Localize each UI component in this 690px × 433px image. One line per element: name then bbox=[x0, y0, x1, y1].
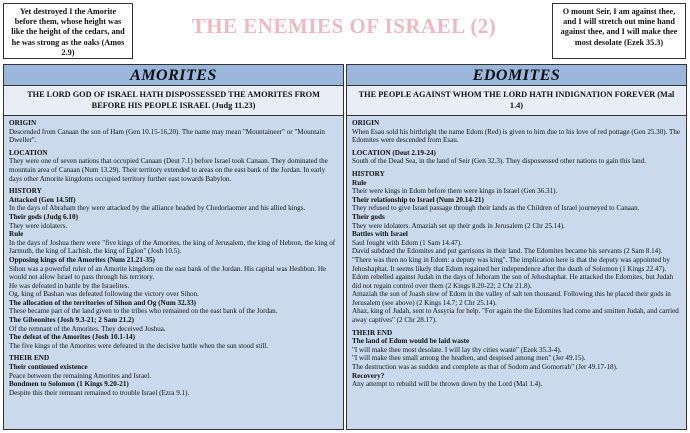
quote-amos: Yet destroyed I the Amorite before them, whose height was like the height of the cedars, and he was strong as the oaks (Amos 2.9) bbox=[3, 3, 133, 59]
section-heading: Their gods bbox=[352, 212, 385, 221]
section-heading: Attacked (Gen 14.5ff) bbox=[9, 195, 76, 204]
amorites-body bbox=[3, 116, 344, 430]
section-heading: LOCATION bbox=[9, 148, 48, 157]
body-text: They were idolaters. Amaziah set up their gods in Jerusalem (2 Chr 25.14). bbox=[352, 221, 565, 230]
body-text: Their were kings in Edom before there were kings in Israel (Gen 36.31). bbox=[352, 187, 558, 196]
section-heading: Their relationship to Israel (Num 20.14-21) bbox=[352, 195, 484, 204]
section-heading: The defeat of the Amorites (Josh 10.1-14) bbox=[9, 333, 135, 342]
section-heading: Recovery? bbox=[352, 371, 385, 380]
amorites-subtitle: THE LORD GOD OF ISRAEL HATH DISPOSSESSED THE AMORITES FROM BEFORE HIS PEOPLE ISRAEL (Judg 11.23) bbox=[3, 86, 344, 116]
body-text: The destruction was as sudden and complete as that of Sodom and Gomorrah" (Jer 49.17-18). bbox=[352, 363, 618, 372]
section-heading: The land of Edom would be laid waste bbox=[352, 337, 470, 346]
quote-ezekiel: O mount Seir, I am against thee, and I will stretch out mine hand against thee, and I will make thee most desolate (Ezek 35.3) bbox=[552, 3, 686, 59]
amorites-column bbox=[3, 64, 344, 430]
edomites-column bbox=[346, 64, 687, 430]
body-text: In the days of Abraham they were attacked by the alliance headed by Chedorlaomer and his allied kings. bbox=[9, 204, 306, 213]
section-heading: HISTORY bbox=[9, 187, 42, 196]
body-text: They were idolaters. bbox=[9, 221, 68, 230]
section-heading: Their continued existence bbox=[9, 363, 88, 372]
body-text: They refused to give Israel passage through their lands as the Children of Israel journeyed to Canaan. bbox=[352, 204, 640, 213]
body-text: Despite this their remnant remained to trouble Israel (Ezra 9.1). bbox=[9, 388, 190, 397]
body-text: Edom rebelled against Judah in the days of Jehoram the son of Jehoshaphat. He attacked the Edomites, but Judah did not regain control over them (2 Kings 8.20-22; 2 Chr 21.8). bbox=[352, 273, 674, 290]
section-heading: The Gibeonites (Josh 9.3-21; 2 Sam 21.2) bbox=[9, 316, 134, 325]
edomites-body bbox=[346, 116, 687, 430]
section-heading: Battles with Israel bbox=[352, 230, 408, 239]
body-text: Amaziah the son of Joash slew of Edom in the valley of salt ten thousand. Following this he placed their gods in Jerusalem (see above) (2 Kings 14.7; 2 Chr 25.14). bbox=[352, 290, 671, 307]
section-heading: HISTORY bbox=[352, 169, 385, 178]
amorites-header: AMORITES bbox=[3, 64, 344, 86]
section-heading: Rule bbox=[352, 178, 367, 187]
body-text: Of the remnant of the Amorites. They deceived Joshua. bbox=[9, 324, 166, 333]
body-text: South of the Dead Sea, in the land of Seir (Gen 32.3). They dispossessed other nations to gain this land. bbox=[352, 157, 647, 166]
body-text: "I will make thee most desolate. I will lay thy cities waste" (Ezek 35.3-4). bbox=[352, 345, 562, 354]
body-text: Descended from Canaan the son of Ham (Gen 10.15-16,20). The name may mean "Mountaineer" or "Mountain Dweller". bbox=[9, 127, 325, 145]
body-text: Ahaz, king of Judah, sent to Assyria for help. "For again the the Edomites had come and smitten Judah, and carried away captives" (2 Chr 28.17). bbox=[352, 307, 679, 325]
body-text: David subdued the Edomites and put garrisons in their land. The Edomites became his servants (2 Sam 8.14). bbox=[352, 247, 663, 256]
body-text: Og, king of Bashan was defeated following the victory over Sihon. bbox=[9, 290, 199, 299]
body-text: "I will make thee small among the heathen, and despised among men" (Jer 49.15). bbox=[352, 354, 586, 363]
section-heading: Bondmen to Solomon (1 Kings 9.20-21) bbox=[9, 380, 129, 389]
section-heading: ORIGIN bbox=[9, 119, 37, 127]
section-heading: ORIGIN bbox=[352, 119, 380, 127]
edomites-subtitle: THE PEOPLE AGAINST WHOM THE LORD HATH INDIGNATION FOREVER (Mal 1.4) bbox=[346, 86, 687, 116]
body-text: These became part of the land given to the tribes who remained on the east bank of the Jordan. bbox=[9, 307, 278, 316]
body-text: The five kings of the Amorites were defeated in the decisive battle when the sun stood still. bbox=[9, 341, 269, 350]
section-heading: THEIR END bbox=[352, 328, 393, 337]
body-text: Saul fought with Edom (1 Sam 14.47). bbox=[352, 238, 462, 247]
page-title: THE ENEMIES OF ISRAEL (2) bbox=[191, 14, 497, 38]
section-heading: THEIR END bbox=[9, 354, 50, 363]
body-text: Any attempt to rebuild will be thrown down by the Lord (Mal 1.4). bbox=[352, 380, 543, 389]
body-text: "There was then no king in Edom: a deputy was king". The implication here is that the deputy was appointed by Jehoshaphat. It seems likely that Edom regained her independence after the death of Solomon (1 Kings 22.47). bbox=[352, 255, 670, 273]
body-text: Peace between the remaining Amorites and Israel. bbox=[9, 371, 152, 380]
section-heading: The allocation of the territories of Sihon and Og (Num 32.33) bbox=[9, 298, 197, 307]
body-text: Sihon was a powerful ruler of an Amorite kingdom on the east bank of the Jordan. His capital was Heshbon. He would not allow Israel to pass through his territory. bbox=[9, 264, 327, 282]
section-heading: LOCATION (Deut 2.19-24) bbox=[352, 148, 436, 157]
body-text: When Esau sold his birthright the name Edom (Red) is given to him due to his love of red pottage (Gen 25.30). The Edomites were descended from Esau. bbox=[352, 127, 681, 145]
section-heading: Their gods (Judg 6.10) bbox=[9, 212, 78, 221]
section-heading: Opposing kings of the Amorites (Num 21.21-35) bbox=[9, 255, 155, 264]
body-text: They were one of seven nations that occupied Canaan (Deut 7.1) before Israel took Canaan. They dominated the mountain area of Canaan (Num 13.29). Their territory extended to areas on the east bank of the Jordan. In early days other Amorite kingdoms occupied territory further east towards Babylon. bbox=[9, 157, 328, 183]
edomites-header: EDOMITES bbox=[346, 64, 687, 86]
body-text: In the days of Joshua there were "five kings of the Amorites, the king of Jerusalem, the king of Hebron, the king of Jarmuth, the king of Lachish, the king of Eglon" (Josh 10.5). bbox=[9, 238, 336, 256]
section-heading: Rule bbox=[9, 230, 24, 239]
body-text: He was defeated in battle by the Israelites. bbox=[9, 281, 130, 290]
